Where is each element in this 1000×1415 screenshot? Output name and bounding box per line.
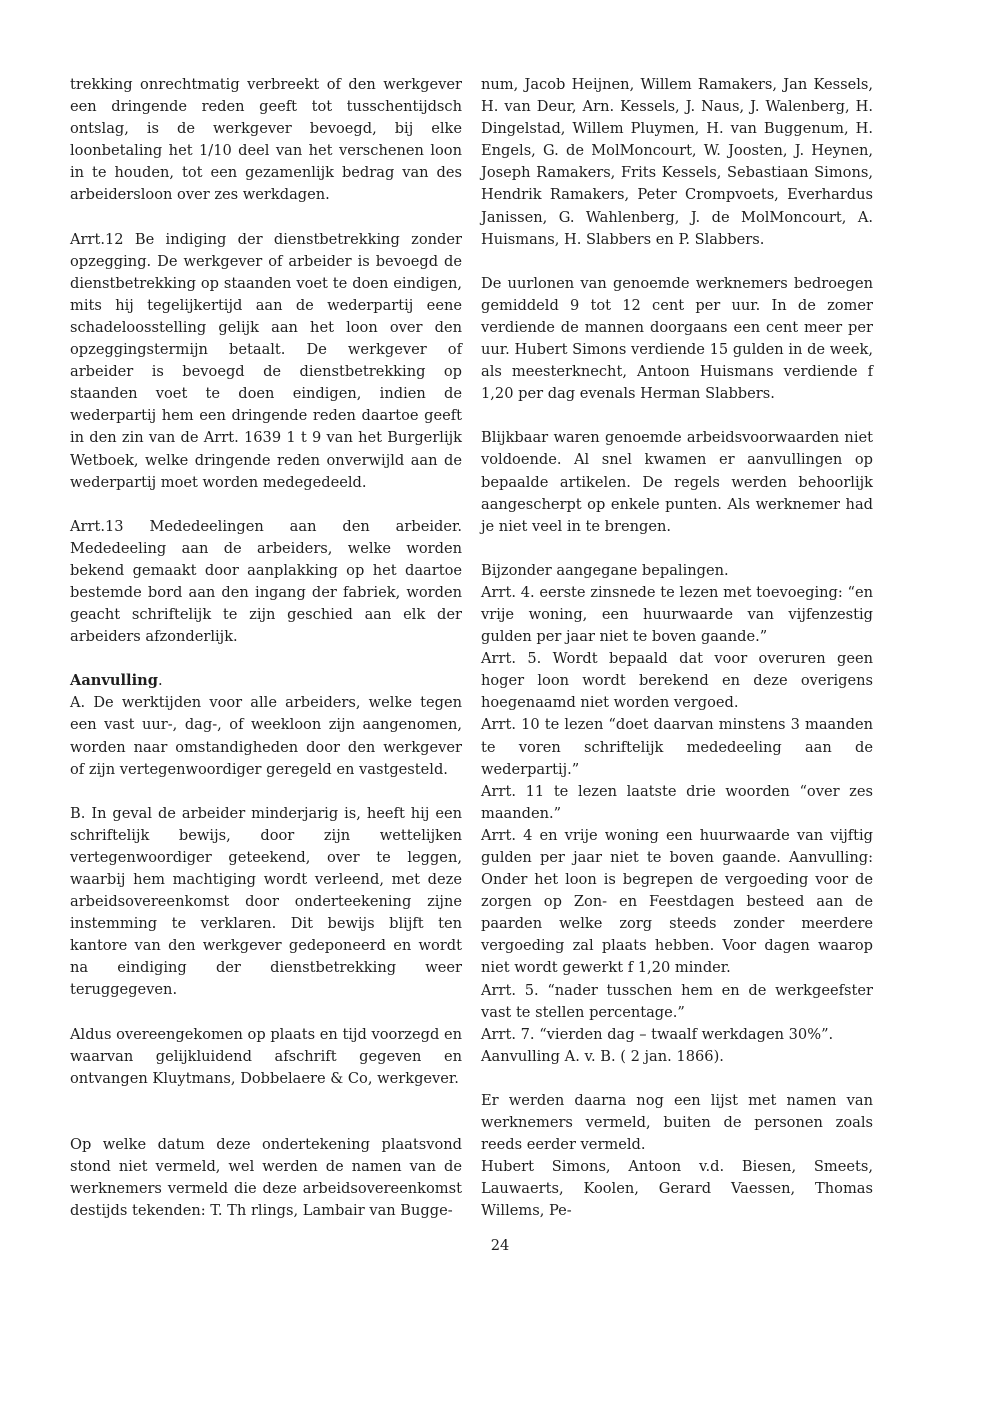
article-line: Arrt. 5. Wordt bepaald dat voor overuren geen hoger loon wordt berekend en deze overigens hoegenaamd niet worden vergoed. <box>481 650 873 712</box>
paragraph-names-list: Hubert Simons, Antoon v.d. Biesen, Smeets, Lauwaerts, Koolen, Gerard Vaessen, Thomas Willems, Pe- <box>481 1158 873 1220</box>
paragraph: De uurlonen van genoemde werknemers bedroegen gemiddeld 9 tot 12 cent per uur. In de zomer verdiende de mannen doorgaans een cent meer per uur. Hubert Simons verdiende 15 gulden in de week, als meesterknecht, Antoon Huismans verdiende f 1,20 per dag evenals Herman Slabbers. <box>481 274 873 403</box>
article-line: Arrt. 11 te lezen laatste drie woorden “over zes maanden.” <box>481 782 873 822</box>
article-line: Arrt. 5. “nader tusschen hem en de werkgeefster vast te stellen percentage.” <box>481 981 873 1021</box>
paragraph: Blijkbaar waren genoemde arbeidsvoorwaarden niet voldoende. Al snel kwamen er aanvullingen op bepaalde artikelen. De regels werden behoorlijk aangescherpt op enkele punten. Als werknemer had je niet veel in te brengen. <box>481 429 873 535</box>
paragraph-clause-b: B. In geval de arbeider minderjarig is, heeft hij een schriftelijk bewijs, door zijn wettelijken vertegenwoordiger geteekend, over te leggen, waarbij hem machtiging wordt verleend, met deze arbeidsovereenkomst door onderteekening zijne instemming te verklaren. Dit bewijs blijft ten kantore van den werkgever gedeponeerd en wordt na eindiging der dienstbetrekking weer teruggegeven. <box>70 804 462 999</box>
paragraph-article-12: Arrt.12 Be indiging der dienstbetrekking zonder opzegging. De werkgever of arbeider is bevoegd de dienstbetrekking op staanden voet te doen eindigen, mits hij tegelijkertijd aan de wederpartij eene schadeloosstelling gelijk aan het loon over den opzeggingstermijn betaalt. De werkgever of arbeider is bevoegd de dienstbetrekking op staanden voet te doen eindigen, indien de wederpartij hem een dringende reden daartoe geeft in den zin van de Arrt. 1639 1 t 9 van het Burgerlijk Wetboek, welke dringende reden onverwijld aan de wederpartij moet worden medegedeeld. <box>70 230 462 491</box>
article-line: Arrt. 4 en vrije woning een huurwaarde van vijftig gulden per jaar niet te boven gaande. Aanvulling: Onder het loon is begrepen de vergoeding voor de zorgen op Zon- en Feestdagen besteed aan de paarden welke zorg steeds zonder meerdere vergoeding zal plaats hebben. Voor dagen waarop niet wordt gewerkt f 1,20 minder. <box>481 826 873 977</box>
article-line: Arrt. 7. “vierden dag – twaalf werkdagen 30%”. <box>481 1025 834 1043</box>
section-heading: Aanvulling. <box>70 672 163 690</box>
section-heading-text: Aanvulling <box>70 672 158 690</box>
paragraph-clause-a: A. De werktijden voor alle arbeiders, welke tegen een vast uur-, dag-, of weekloon zijn aangenomen, worden naar omstandigheden door den werkgever of zijn vertegenwoordiger geregeld en vastgesteld. <box>70 694 462 778</box>
article-line: Arrt. 10 te lezen “doet daarvan minstens 3 maanden te voren schriftelijk mededeeling aan de wederpartij.” <box>481 716 873 778</box>
paragraph: Aldus overeengekomen op plaats en tijd voorzegd en waarvan gelijkluidend afschrift gegeven en ontvangen Kluytmans, Dobbelaere & Co, werkgever. <box>70 1025 462 1087</box>
right-column <box>481 74 873 1223</box>
paragraph: Er werden daarna nog een lijst met namen van werknemers vermeld, buiten de personen zoals reeds eerder vermeld. <box>481 1091 873 1154</box>
left-column <box>70 74 462 1222</box>
article-line: Aanvulling A. v. B. ( 2 jan. 1866). <box>481 1047 724 1065</box>
page-number: 24 <box>490 1237 510 1254</box>
paragraph-article-13: Arrt.13 Mededeelingen aan den arbeider. Mededeeling aan de arbeiders, welke worden bekend gemaakt door aanplakking op het daartoe bestemde bord aan den ingang der fabriek, worden geacht schriftelijk te zijn geschied aan elk der arbeiders afzonderlijk. <box>70 517 462 646</box>
article-line: Arrt. 4. eerste zinsnede te lezen met toevoeging: “en vrije woning, een huurwaarde van vijfenzestig gulden per jaar niet te boven gaande.” <box>481 583 873 646</box>
paragraph: Op welke datum deze ondertekening plaatsvond stond niet vermeld, wel werden de namen van de werknemers vermeld die deze arbeidsovereenkomst destijds tekenden: T. Th rlings, Lambair van Bugge- <box>70 1135 462 1220</box>
paragraph: trekking onrechtmatig verbreekt of den werkgever een dringende reden geeft tot tusschentijdsch ontslag, is de werkgever bevoegd, bij elke loonbetaling het 1/10 deel van het verschenen loon in te houden, tot een gezamenlijk bedrag van des arbeidersloon over zes werkdagen. <box>70 76 462 204</box>
paragraph-names-list: num, Jacob Heijnen, Willem Ramakers, Jan Kessels, H. van Deur, Arn. Kessels, J. Naus, J. Walenberg, H. Dingelstad, Willem Pluymen, H. van Buggenum, H. Engels, G. de MolMoncourt, W. Joosten, J. Heynen, Joseph Ramakers, Frits Kessels, Sebastiaan Simons, Hendrik Ramakers, Peter Crompvoets, Everhardus Janissen, G. Wahlenberg, J. de MolMoncourt, A. Huismans, H. Slabbers en P. Slabbers. <box>481 76 873 248</box>
subheading: Bijzonder aangegane bepalingen. <box>481 561 729 579</box>
